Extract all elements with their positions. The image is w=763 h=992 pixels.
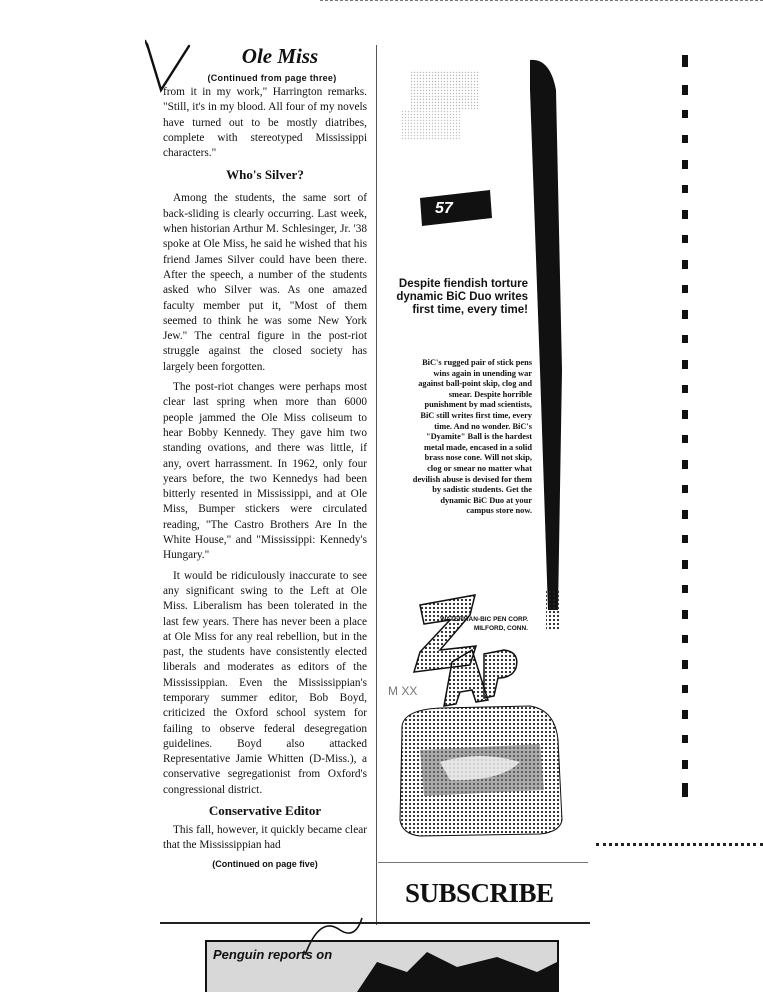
bottom-scribble (300, 910, 370, 960)
paragraph: The post-riot changes were perhaps most clear last spring when more than 6000 people jammed the Ole Miss coliseum to hear Bobby Kennedy. They gave him two standing ovations, and there was little, if any, overt harrassment. In 1962, only four years before, the two Kennedys had been bitterly resented in Mississippi, and at Ole Miss, Bumper stickers were circulated reading, "The Castro Brothers Are In the White House," and "Mississippi: Kennedy's Hungary." (163, 381, 367, 562)
article-title: Ole Miss (241, 44, 319, 68)
continued-on-note: (Continued on page five) (212, 858, 318, 869)
penguin-box (205, 940, 559, 992)
ad-badge: 57 (435, 200, 453, 217)
article-body-part-3 (163, 823, 367, 854)
paragraph: This fall, however, it quickly became clear that the Mississippian had (163, 824, 367, 852)
ad-body-copy: BiC's rugged pair of stick pens wins again in unending war against ball-point skip, clog and smear. Despite horrible punishment by mad scientists, BiC still writes first time, every time. And no wonder. BiC's "Dyamite" Ball is the hardest metal made, encased in a solid brass nose cone. Will not skip, clog or smear no matter what devilish abuse is devised for them by sadistic students. Get the dynamic BiC Duo at your campus store now. (412, 358, 532, 516)
penguin-box-title: Penguin reports on (213, 947, 333, 962)
page-bottom-rule (160, 922, 590, 924)
top-edge-dots (320, 0, 763, 3)
ad-faint-text: M XX (388, 684, 418, 698)
article-column (163, 44, 367, 869)
ad-photo (400, 706, 562, 836)
far-right-dotted-rule (596, 843, 763, 849)
ad-bottom-rule (378, 862, 588, 863)
penguin-box-art (337, 942, 557, 992)
continued-from-note: (Continued from page three) (207, 73, 337, 83)
column-rule (376, 45, 377, 925)
paragraph: Among the students, the same sort of back-sliding is clearly occurring. Last week, when historian Arthur M. Schlesinger, Jr. '38 spoke at Ole Miss, he said he wished that his friend James Silver could have been there. After the speech, a number of the students asked who Silver was. As one amazed faculty member put it, "Most of them seemed to think he was some New York Jew." The central figure in the post-riot struggle against the closed society has largely been forgotten. (163, 192, 367, 373)
ad-headline: Despite fiendish torture dynamic BiC Duo writes first time, every time! (396, 278, 528, 316)
subhead-whos-silver: Who's Silver? (226, 167, 304, 183)
zap-lettering (414, 595, 517, 706)
subhead-conservative-editor: Conservative Editor (208, 803, 322, 819)
article-body-part-2 (163, 191, 367, 798)
subscribe-heading: SUBSCRIBE (405, 878, 554, 908)
paragraph: It would be ridiculously inaccurate to see any significant swing to the Left at Ole Miss. Liberalism has been tolerated in the last few years. There has never been a place at Ole Miss for any real rebellion, but in the past, the students have consistently elected liberals and moderates as editors of the Mississippian. Even the Mississippian's temporary summer editor, Bob Boyd, criticized the Oxford school system for failing to observe federal desegregation guidelines. Boyd also attacked Representative Jamie Whitten (D-Miss.), a conservative segregationist from Oxford's congressional district. (163, 569, 367, 796)
paragraph: from it in my work," Harrington remarks. "Still, it's in my blood. All four of my novels have turned out to be mostly diatribes, complete with stereotyped Mississippi characters." (163, 86, 367, 160)
adjacent-page-edge (678, 55, 692, 800)
bic-pen-advertisement (380, 50, 590, 860)
ad-maker: WATERMAN-BIC PEN CORP. MILFORD, CONN. (440, 616, 528, 632)
article-body-part-1 (163, 85, 367, 161)
